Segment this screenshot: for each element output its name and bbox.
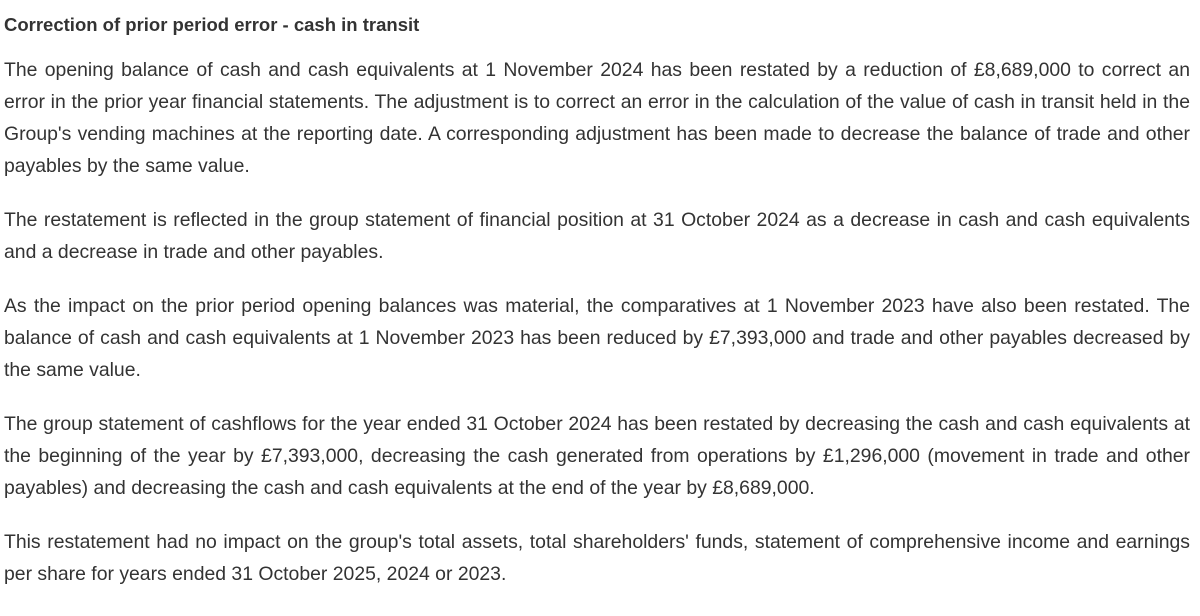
paragraph-comparatives: As the impact on the prior period opening balances was material, the comparatives at 1 November 2023 have also been restated. The balance of cash and cash equivalents at 1 November 2023 has been reduced by £7,393,000 and trade and other payables decreased by the same value. (4, 295, 1190, 381)
paragraph-financial-position: The restatement is reflected in the group statement of financial position at 31 October 2024 as a decrease in cash and cash equivalents and a decrease in trade and other payables. (4, 209, 1190, 263)
paragraph-cashflows: The group statement of cashflows for the year ended 31 October 2024 has been restated by decreasing the cash and cash equivalents at the beginning of the year by £7,393,000, decreasing the cash generated from operations by £1,296,000 (movement in trade and other payables) and decreasing the cash and cash equivalents at the end of the year by £8,689,000. (4, 413, 1190, 499)
section-heading: Correction of prior period error - cash in transit (4, 14, 420, 35)
document-body (4, 12, 1190, 612)
paragraph-opening-balance-restatement: The opening balance of cash and cash equivalents at 1 November 2024 has been restated by a reduction of £8,689,000 to correct an error in the prior year financial statements. The adjustment is to correct an error in the calculation of the value of cash in transit held in the Group's vending machines at the reporting date. A corresponding adjustment has been made to decrease the balance of trade and other payables by the same value. (4, 59, 1190, 177)
paragraph-no-impact: This restatement had no impact on the group's total assets, total shareholders' funds, statement of comprehensive income and earnings per share for years ended 31 October 2025, 2024 or 2023. (4, 531, 1190, 585)
